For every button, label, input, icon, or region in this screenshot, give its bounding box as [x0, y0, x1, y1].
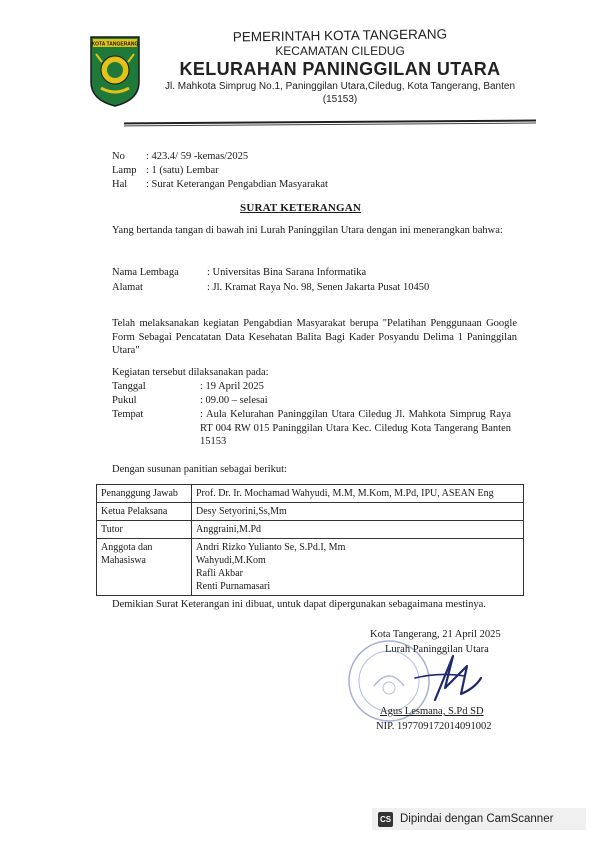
signature-position: Lurah Paninggilan Utara [385, 644, 489, 655]
letter-attachment [112, 164, 219, 178]
schedule-date-label: Tanggal [112, 381, 146, 392]
committee-role: Ketua Pelaksana [97, 503, 192, 521]
letterhead-government: PEMERINTAH KOTA TANGERANG [232, 26, 448, 45]
committee-member: Prof. Dr. Ir. Mochamad Wahyudi, M.M, M.Kom, M.Pd, IPU, ASEAN Eng [196, 488, 494, 499]
committee-member: Desy Setyorini,Ss,Mm [196, 506, 287, 517]
schedule-time-label: Pukul [112, 395, 137, 406]
table-row [97, 485, 524, 503]
committee-role: Anggota dan Mahasiswa [97, 539, 192, 596]
letterhead-village: KELURAHAN PANINGGILAN UTARA [179, 59, 501, 79]
camscanner-icon: CS [378, 812, 393, 827]
committee-intro: Dengan susunan panitian sebagai berikut: [112, 464, 287, 475]
letter-number [112, 150, 248, 164]
committee-role: Penanggung Jawab [97, 485, 192, 503]
committee-members [192, 485, 524, 503]
committee-member: Wahyudi,M.Kom [196, 555, 266, 566]
schedule-place-value: : Aula Kelurahan Paninggilan Utara Ciledug Jl. Mahkota Simprug Raya RT 004 RW 015 Paninggilan Utara Kec. Ciledug Kota Tangerang Banten 15153 [200, 409, 511, 447]
letterhead-district: KECAMATAN CILEDUG [275, 44, 405, 58]
institution-name-label: Nama Lembaga [112, 267, 179, 278]
opening-paragraph: Yang bertanda tangan di bawah ini Lurah Paninggilan Utara dengan ini menerangkan bahwa: [112, 225, 503, 236]
institution-name [112, 266, 366, 280]
committee-members [192, 521, 524, 539]
letter-attachment-value: : 1 (satu) Lembar [146, 165, 219, 176]
table-row [97, 539, 524, 596]
table-row [97, 503, 524, 521]
committee-members [192, 539, 524, 596]
institution-address-label: Alamat [112, 282, 143, 293]
letter-subject-value: : Surat Keterangan Pengabdian Masyarakat [146, 179, 328, 190]
letter-subject [112, 178, 328, 192]
committee-member: Andri Rizko Yulianto Se, S.Pd.I, Mm [196, 542, 346, 553]
schedule-date [112, 380, 264, 394]
signatory-name: Agus Lesmana, S.Pd SD [380, 706, 484, 717]
closing-paragraph: Demikian Surat Keterangan ini dibuat, untuk dapat dipergunakan sebagaimana mestinya. [112, 599, 486, 610]
letter-number-value: : 423.4/ 59 -kemas/2025 [146, 151, 249, 162]
schedule-date-value: : 19 April 2025 [200, 381, 264, 392]
institution-address-value: : Jl. Kramat Raya No. 98, Senen Jakarta Pusat 10450 [207, 282, 430, 293]
activity-paragraph: Telah melaksanakan kegiatan Pengabdian Masyarakat berupa "Pelatihan Penggunaan Google Form Sebagai Pencatatan Data Kesehatan Balita Bagi Kader Posyandu Delima 1 Paninggilan Utara" [112, 318, 517, 356]
letterhead-postcode: (15153) [322, 94, 358, 105]
committee-member: Rafli Akbar [196, 568, 243, 579]
table-row [97, 521, 524, 539]
institution-address [112, 281, 429, 295]
letter-title: SURAT KETERANGAN [240, 202, 362, 214]
committee-member: Renti Purnamasari [196, 581, 271, 592]
schedule-place-label: Tempat [112, 409, 144, 420]
signatory-nip: NIP. 197709172014091002 [376, 721, 492, 732]
letter-attachment-label: Lamp [112, 165, 137, 176]
city-emblem-logo [88, 34, 142, 108]
letterhead-address: Jl. Mahkota Simprug No.1, Paninggilan Utara,Ciledug, Kota Tangerang, Banten [164, 81, 516, 92]
svg-text:KOTA TANGERANG: KOTA TANGERANG [91, 41, 139, 48]
letterhead [150, 28, 530, 106]
camscanner-badge [372, 808, 586, 830]
letter-number-label: No [112, 151, 125, 162]
committee-table [96, 484, 524, 596]
handwritten-signature [395, 648, 485, 708]
committee-members [192, 503, 524, 521]
letter-subject-label: Hal [112, 179, 128, 190]
schedule-time [112, 394, 268, 408]
committee-member: Anggraini,M.Pd [196, 524, 261, 535]
schedule-intro: Kegiatan tersebut dilaksanakan pada: [112, 367, 269, 378]
signature-place-date: Kota Tangerang, 21 April 2025 [370, 629, 501, 640]
institution-name-value: : Universitas Bina Sarana Informatika [207, 267, 367, 278]
committee-role: Tutor [97, 521, 192, 539]
schedule-time-value: : 09.00 – selesai [200, 395, 268, 406]
camscanner-text: Dipindai dengan CamScanner [400, 813, 554, 825]
